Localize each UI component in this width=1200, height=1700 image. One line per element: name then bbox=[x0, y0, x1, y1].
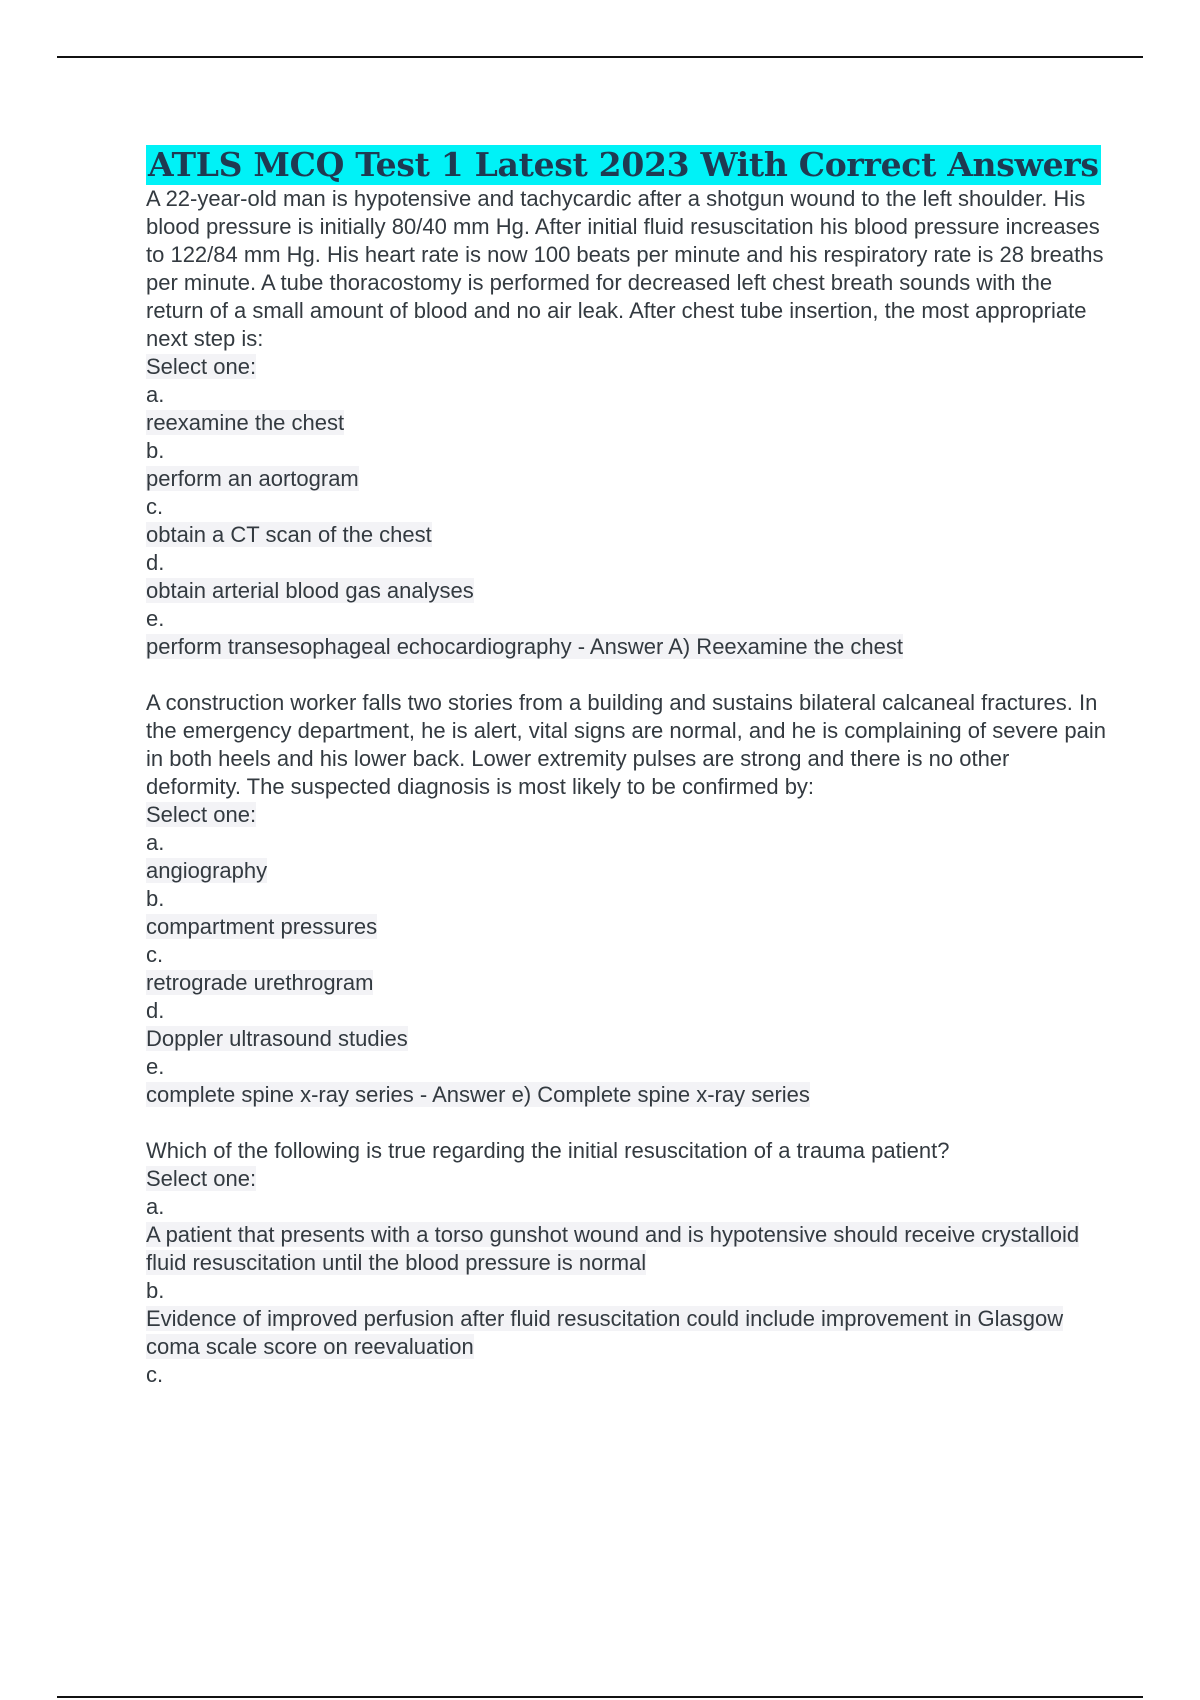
question-3-stem: Which of the following is true regarding the initial resuscitation of a trauma patient? bbox=[146, 1138, 950, 1163]
question-1-option-d-text: obtain arterial blood gas analyses bbox=[146, 578, 474, 603]
question-3-option-a-text: A patient that presents with a torso gunshot wound and is hypotensive should receive crystalloid fluid resuscitation until the blood pressure is normal bbox=[146, 1222, 1080, 1275]
question-2-option-d-text: Doppler ultrasound studies bbox=[146, 1026, 408, 1051]
question-1-option-d-letter: d. bbox=[146, 550, 165, 575]
question-3-option-c-letter: c. bbox=[146, 1362, 164, 1387]
bottom-rule bbox=[57, 1696, 1143, 1698]
question-2-option-c-text: retrograde urethrogram bbox=[146, 970, 374, 995]
question-3-option-a-letter: a. bbox=[146, 1194, 165, 1219]
question-2-option-e-text: complete spine x-ray series - Answer e) Complete spine x-ray series bbox=[146, 1082, 810, 1107]
question-1 bbox=[146, 185, 1106, 661]
question-3 bbox=[146, 1137, 1106, 1389]
question-2-option-a-letter: a. bbox=[146, 830, 165, 855]
question-2-stem: A construction worker falls two stories from a building and sustains bilateral calcaneal fractures. In the emergency department, he is alert, vital signs are normal, and he is complaining of severe pain in both heels and his lower back. Lower extremity pulses are strong and there is no other deformity. The suspected diagnosis is most likely to be confirmed by: bbox=[146, 690, 1106, 799]
question-1-option-b-letter: b. bbox=[146, 438, 165, 463]
document-title: ATLS MCQ Test 1 Latest 2023 With Correct Answers bbox=[148, 145, 1099, 184]
question-1-select: Select one: bbox=[146, 354, 257, 379]
question-1-option-a-text: reexamine the chest bbox=[146, 410, 345, 435]
question-2-option-a-text: angiography bbox=[146, 858, 268, 883]
question-2-option-e-letter: e. bbox=[146, 1054, 165, 1079]
question-2-option-b-letter: b. bbox=[146, 886, 165, 911]
question-1-option-c-letter: c. bbox=[146, 494, 164, 519]
question-2-option-c-letter: c. bbox=[146, 942, 164, 967]
question-1-option-e-text: perform transesophageal echocardiography - Answer A) Reexamine the chest bbox=[146, 634, 903, 659]
question-2-option-b-text: compartment pressures bbox=[146, 914, 378, 939]
question-3-select: Select one: bbox=[146, 1166, 257, 1191]
question-1-option-c-text: obtain a CT scan of the chest bbox=[146, 522, 432, 547]
question-2 bbox=[146, 689, 1106, 1109]
question-3-option-b-letter: b. bbox=[146, 1278, 165, 1303]
question-1-option-a-letter: a. bbox=[146, 382, 165, 407]
question-3-option-b-text: Evidence of improved perfusion after fluid resuscitation could include improvement in Glasgow coma scale score on reevaluation bbox=[146, 1306, 1064, 1359]
spacer bbox=[146, 661, 1106, 689]
top-rule bbox=[57, 56, 1143, 58]
question-2-select: Select one: bbox=[146, 802, 257, 827]
spacer bbox=[146, 1109, 1106, 1137]
question-1-option-e-letter: e. bbox=[146, 606, 165, 631]
question-1-stem: A 22-year-old man is hypotensive and tachycardic after a shotgun wound to the left shoulder. His blood pressure is initially 80/40 mm Hg. After initial fluid resuscitation his blood pressure increases to 122/84 mm Hg. His heart rate is now 100 beats per minute and his respiratory rate is 28 breaths per minute. A tube thoracostomy is performed for decreased left chest breath sounds with the return of a small amount of blood and no air leak. After chest tube insertion, the most appropriate next step is: bbox=[146, 186, 1104, 351]
question-2-option-d-letter: d. bbox=[146, 998, 165, 1023]
document-content bbox=[146, 145, 1106, 1389]
question-1-option-b-text: perform an aortogram bbox=[146, 466, 359, 491]
